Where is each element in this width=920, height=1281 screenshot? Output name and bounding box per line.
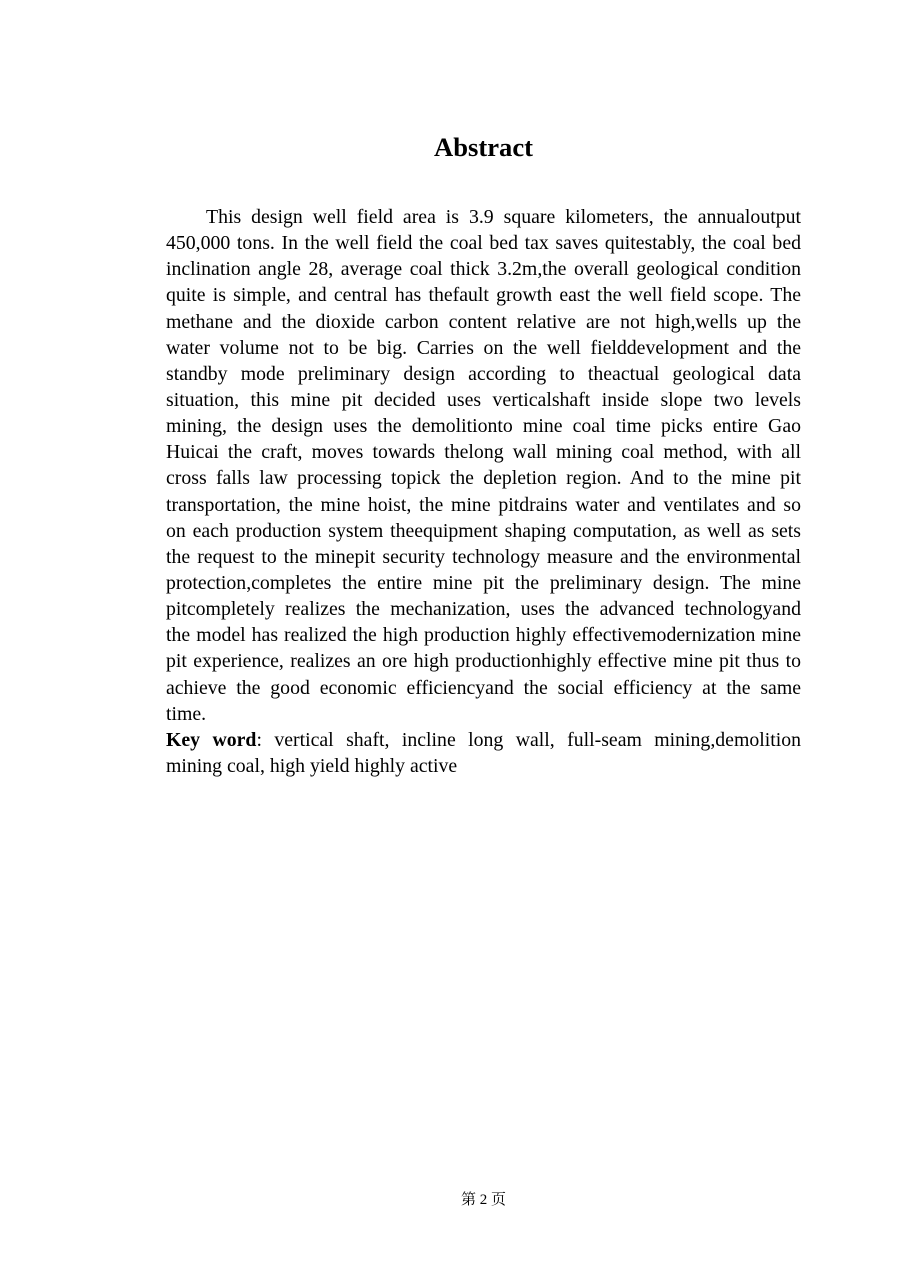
abstract-line: the model has realized the high production highly effectivemodernization mine xyxy=(166,624,801,647)
page-number: 第 2 页 xyxy=(460,1192,506,1208)
abstract-line: 450,000 tons. In the well field the coal bed tax saves quitestably, the coal bed xyxy=(166,232,801,255)
abstract-line: standby mode preliminary design according to theactual geological data xyxy=(166,362,801,385)
abstract-line: pit experience, realizes an ore high productionhighly effective mine pit thus to xyxy=(166,650,801,673)
abstract-line: inclination angle 28, average coal thick 3.2m,the overall geological condition xyxy=(166,258,801,281)
abstract-line: achieve the good economic efficiencyand the social efficiency at the same xyxy=(166,676,801,699)
abstract-line: the request to the minepit security technology measure and the environmental xyxy=(166,545,801,568)
keywords-line xyxy=(166,727,801,753)
keywords-line: mining coal, high yield highly active xyxy=(166,754,458,777)
abstract-line: pitcompletely realizes the mechanization, uses the advanced technologyand xyxy=(166,598,801,621)
abstract-body xyxy=(166,204,801,779)
keywords-text: : vertical shaft, incline long wall, full-seam mining,demolition xyxy=(256,728,801,751)
abstract-line: methane and the dioxide carbon content relative are not high,wells up the xyxy=(166,310,801,333)
page-title: Abstract xyxy=(434,132,533,162)
abstract-line: time. xyxy=(166,702,207,725)
abstract-line: quite is simple, and central has thefault growth east the well field scope. The xyxy=(166,284,801,307)
abstract-line: on each production system theequipment shaping computation, as well as sets xyxy=(166,519,801,542)
abstract-line: This design well field area is 3.9 square kilometers, the annualoutput xyxy=(206,206,801,228)
abstract-line: Huicai the craft, moves towards thelong wall mining coal method, with all xyxy=(166,441,801,464)
abstract-line: cross falls law processing topick the depletion region. And to the mine pit xyxy=(166,467,801,490)
abstract-line: water volume not to be big. Carries on the well fielddevelopment and the xyxy=(166,336,801,359)
abstract-line: protection,completes the entire mine pit the preliminary design. The mine xyxy=(166,571,801,594)
keywords-label: Key word xyxy=(166,728,257,751)
abstract-line: transportation, the mine hoist, the mine pitdrains water and ventilates and so xyxy=(166,493,801,516)
abstract-line: mining, the design uses the demolitionto mine coal time picks entire Gao xyxy=(166,415,801,438)
abstract-line: situation, this mine pit decided uses verticalshaft inside slope two levels xyxy=(166,388,801,411)
